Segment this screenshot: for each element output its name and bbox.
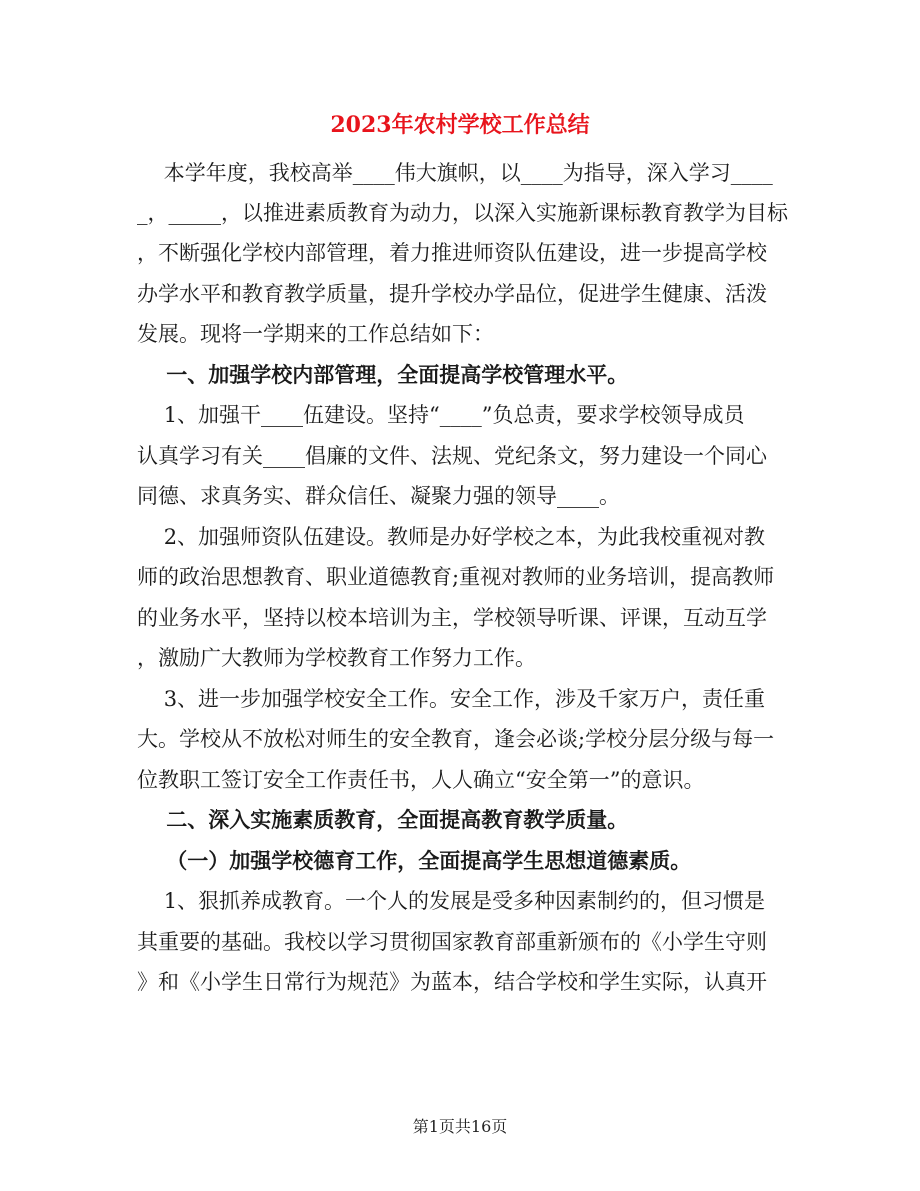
body-line: 1、加强干____伍建设。坚持“____”负总责，要求学校领导成员 [137, 403, 745, 427]
section-heading: 一、加强学校内部管理，全面提高学校管理水平。 [137, 362, 629, 387]
body-line: 其重要的基础。我校以学习贯彻国家教育部重新颁布的《小学生守则 [137, 930, 767, 954]
body-line: ，激励广大教师为学校教育工作努力工作。 [137, 646, 536, 670]
body-line: 位教职工签订安全工作责任书，人人确立“安全第一”的意识。 [137, 768, 705, 792]
page-number-footer: 第1页共16页 [412, 1117, 508, 1136]
body-line: 》和《小学生日常行为规范》为蓝本，结合学校和学生实际，认真开 [137, 970, 767, 994]
body-line: 3、进一步加强学校安全工作。安全工作，涉及千家万户，责任重 [137, 687, 766, 711]
body-line: ，不断强化学校内部管理，着力推进师资队伍建设，进一步提高学校 [137, 241, 767, 265]
body-line: _，_____，以推进素质教育为动力，以深入实施新课标教育教学为目标 [137, 201, 788, 225]
body-line: 2、加强师资队伍建设。教师是办好学校之本，为此我校重视对教 [137, 525, 766, 549]
body-line: 认真学习有关____倡廉的文件、法规、党纪条文，努力建设一个同心 [137, 444, 767, 468]
subsection-heading: （一）加强学校德育工作，全面提高学生思想道德素质。 [137, 848, 692, 873]
body-line: 大。学校从不放松对师生的安全教育，逢会必谈;学校分层分级与每一 [137, 727, 775, 751]
body-line: 办学水平和教育教学质量，提升学校办学品位，促进学生健康、活泼 [137, 282, 767, 306]
body-line: 同德、求真务实、群众信任、凝聚力强的领导____。 [137, 484, 620, 508]
body-line: 的业务水平，坚持以校本培训为主，学校领导听课、评课，互动互学 [137, 606, 767, 630]
body-line: 师的政治思想教育、职业道德教育;重视对教师的业务培训，提高教师 [137, 565, 775, 589]
section-heading: 二、深入实施素质教育，全面提高教育教学质量。 [137, 807, 629, 832]
body-line: 发展。现将一学期来的工作总结如下： [137, 322, 494, 346]
body-line: 本学年度，我校高举____伟大旗帜，以____为指导，深入学习____ [137, 161, 773, 185]
body-line: 1、狠抓养成教育。一个人的发展是受多种因素制约的，但习惯是 [137, 889, 766, 913]
document-title: 2023年农村学校工作总结 [330, 112, 590, 138]
